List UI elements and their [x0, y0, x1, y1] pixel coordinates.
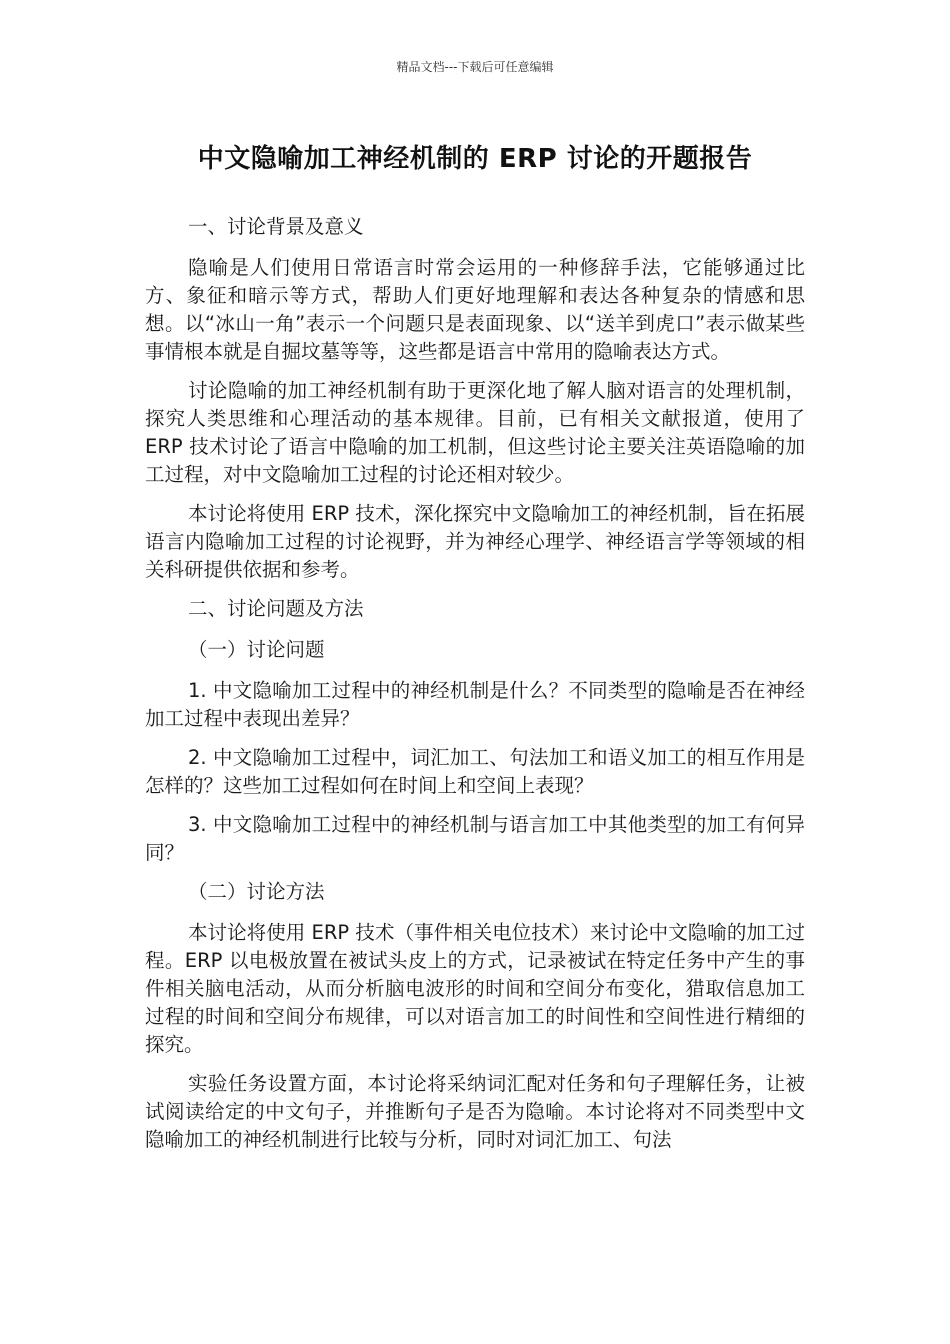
question-item: 2. 中文隐喻加工过程中，词汇加工、句法加工和语义加工的相互作用是怎样的？这些加工过程如何在时间上和空间上表现？ [145, 746, 805, 797]
document-title: 中文隐喻加工神经机制的 ERP 讨论的开题报告 [197, 144, 753, 174]
document-body [145, 213, 805, 1165]
question-item: 1. 中文隐喻加工过程中的神经机制是什么？不同类型的隐喻是否在神经加工过程中表现出差异？ [145, 679, 805, 730]
paragraph: 隐喻是人们使用日常语言时常会运用的一种修辞手法，它能够通过比方、象征和暗示等方式，帮助人们更好地理解和表达各种复杂的情感和思想。以“冰山一角”表示一个问题只是表面现象、以“送羊到虎口”表示做某些事情根本就是自掘坟墓等等，这些都是语言中常用的隐喻表达方式。 [145, 256, 805, 363]
header-note: 精品文档---下载后可任意编辑 [396, 60, 554, 74]
section-heading: 一、讨论背景及意义 [188, 215, 364, 238]
paragraph: 讨论隐喻的加工神经机制有助于更深化地了解人脑对语言的处理机制，探究人类思维和心理活动的基本规律。目前，已有相关文献报道，使用了 ERP 技术讨论了语言中隐喻的加工机制，但这些讨论主要关注英语隐喻的加工过程，对中文隐喻加工过程的讨论还相对较少。 [145, 379, 805, 486]
subsection-heading: （一）讨论问题 [188, 638, 325, 661]
section-heading: 二、讨论问题及方法 [188, 597, 364, 620]
subsection-heading: （二）讨论方法 [188, 880, 325, 903]
paragraph: 实验任务设置方面，本讨论将采纳词汇配对任务和句子理解任务，让被试阅读给定的中文句子，并推断句子是否为隐喻。本讨论将对不同类型中文隐喻加工的神经机制进行比较与分析，同时对词汇加工、句法 [145, 1072, 805, 1151]
paragraph: 本讨论将使用 ERP 技术（事件相关电位技术）来讨论中文隐喻的加工过程。ERP 以电极放置在被试头皮上的方式，记录被试在特定任务中产生的事件相关脑电活动，从而分析脑电波形的时间和空间分布变化，猎取信息加工过程的时间和空间分布规律，可以对语言加工的时间性和空间性进行精细的探究。 [145, 921, 805, 1056]
paragraph: 本讨论将使用 ERP 技术，深化探究中文隐喻加工的神经机制，旨在拓展语言内隐喻加工过程的讨论视野，并为神经心理学、神经语言学等领域的相关科研提供依据和参考。 [145, 502, 805, 581]
question-item: 3. 中文隐喻加工过程中的神经机制与语言加工中其他类型的加工有何异同？ [145, 813, 805, 864]
